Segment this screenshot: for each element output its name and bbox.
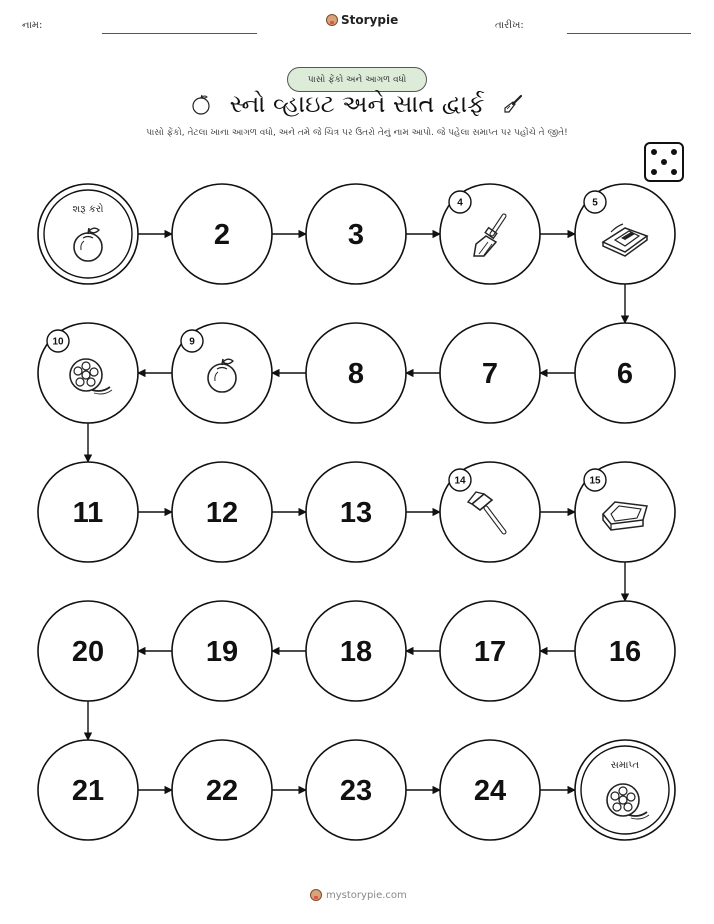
cell-number: 16 <box>608 636 642 668</box>
cell-number: 12 <box>205 497 239 529</box>
board-cell <box>575 323 675 423</box>
board-cell <box>440 740 540 840</box>
board-cell <box>172 323 272 423</box>
bear-icon <box>310 889 322 901</box>
board-cell <box>38 740 138 840</box>
cell-number: 20 <box>71 636 105 668</box>
board-cell <box>306 740 406 840</box>
start-label: શરૂ કરો <box>72 204 104 215</box>
cell-number: 21 <box>71 775 105 807</box>
subtitle-pill: પાસો ફેંકો અને આગળ વધો <box>287 67 427 92</box>
cell-number: 2 <box>213 219 231 251</box>
finish-label: સમાપ્ત <box>610 760 640 771</box>
cell-number: 23 <box>339 775 373 807</box>
board-cell <box>306 323 406 423</box>
instructions: પાસો ફેંકો, તેટલા ખાના આગળ વધો, અને તમે જે ચિત્ર પર ઉતરો તેનું નામ આપો. જે પહેલા સમાપ્ત પર પહોંચે તે જીતે! <box>146 128 568 138</box>
cell-number: 11 <box>72 497 104 529</box>
footer <box>310 889 407 901</box>
brand-name: Storypie <box>341 13 399 27</box>
date-label: તારીખ: <box>495 20 524 31</box>
board-cell <box>440 184 540 284</box>
board-cell <box>575 740 675 840</box>
cell-number: 8 <box>347 358 365 390</box>
cell-badge-number: 15 <box>589 475 601 487</box>
board-cell <box>172 462 272 562</box>
cell-badge-number: 9 <box>189 336 195 348</box>
board-cell <box>38 601 138 701</box>
title-text: સ્નો વ્હાઇટ અને સાત દ્વાર્ફ <box>229 90 485 118</box>
board-cell <box>440 601 540 701</box>
board-cell <box>38 462 138 562</box>
board-cell <box>172 740 272 840</box>
footer-url: mystorypie.com <box>326 889 407 901</box>
cell-number: 13 <box>339 497 373 529</box>
cell-number: 22 <box>205 775 239 807</box>
board-cell <box>575 601 675 701</box>
cell-badge-number: 5 <box>592 197 598 209</box>
cell-number: 6 <box>616 358 634 390</box>
board-cell <box>38 323 138 423</box>
cell-badge-number: 4 <box>457 197 463 209</box>
cell-number: 7 <box>481 358 499 390</box>
cell-number: 19 <box>205 636 239 668</box>
board-cell <box>440 462 540 562</box>
board-cell <box>440 323 540 423</box>
cell-number: 17 <box>473 636 507 668</box>
cell-badge-number: 10 <box>52 336 64 348</box>
cell-number: 18 <box>339 636 373 668</box>
cell-badge-number: 14 <box>454 475 466 487</box>
cell-number: 24 <box>473 775 507 807</box>
cell-number: 3 <box>347 219 365 251</box>
name-label: નામ: <box>22 20 43 31</box>
board-cell <box>38 184 138 284</box>
board-cell <box>306 462 406 562</box>
board-cell <box>172 601 272 701</box>
board-cell <box>306 601 406 701</box>
board-cell <box>575 184 675 284</box>
board-cell <box>575 462 675 562</box>
board-cell <box>172 184 272 284</box>
board-cell <box>306 184 406 284</box>
